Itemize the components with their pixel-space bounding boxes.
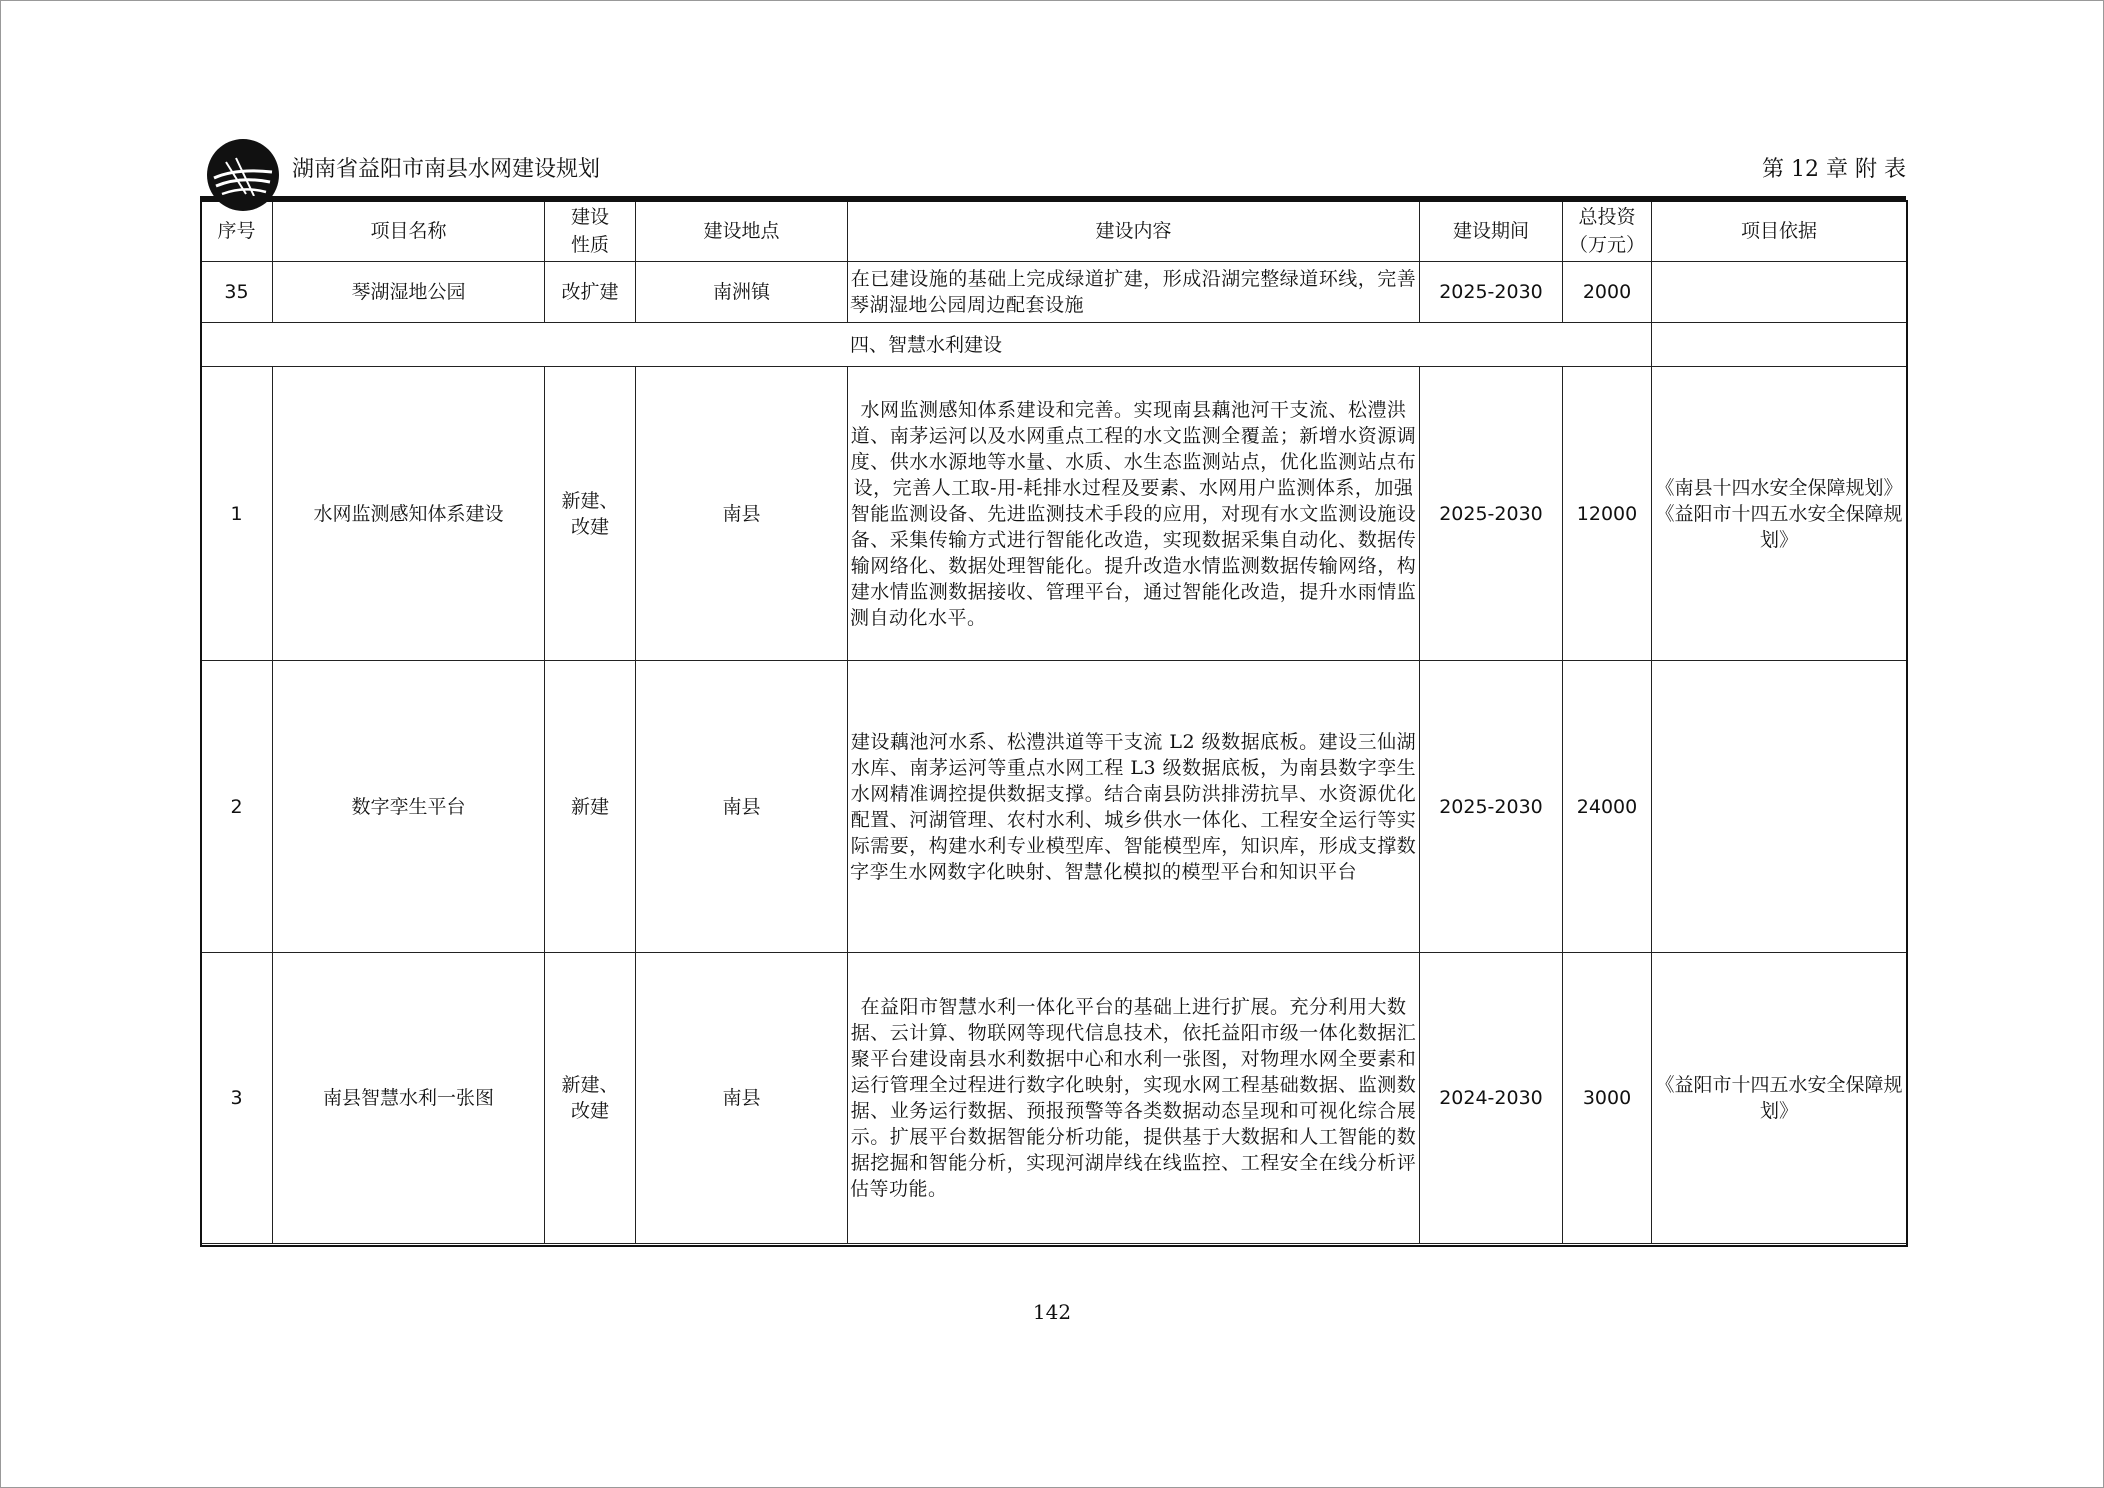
col-header-investment: 总投资 （万元）	[1563, 201, 1652, 262]
cell-name: 水网监测感知体系建设	[273, 367, 545, 661]
cell-period: 2025-2030	[1420, 367, 1563, 661]
cell-name: 数字孪生平台	[273, 661, 545, 953]
cell-nature: 改扩建	[545, 262, 636, 323]
cell-name: 琴湖湿地公园	[273, 262, 545, 323]
cell-basis: 《南县十四水安全保障规划》《益阳市十四五水安全保障规划》	[1652, 367, 1907, 661]
cell-no: 2	[201, 661, 273, 953]
cell-location: 南洲镇	[636, 262, 848, 323]
cell-location: 南县	[636, 953, 848, 1244]
cell-no: 35	[201, 262, 273, 323]
cell-basis	[1652, 262, 1907, 323]
col-header-content: 建设内容	[848, 201, 1420, 262]
cell-name: 南县智慧水利一张图	[273, 953, 545, 1244]
page-number: 142	[1032, 1300, 1072, 1324]
col-header-nature: 建设 性质	[545, 201, 636, 262]
col-header-no: 序号	[201, 201, 273, 262]
cell-basis	[1652, 661, 1907, 953]
cell-no: 3	[201, 953, 273, 1244]
cell-no: 1	[201, 367, 273, 661]
cell-content: 在已建设施的基础上完成绿道扩建，形成沿湖完整绿道环线，完善琴湖湿地公园周边配套设施	[848, 262, 1420, 323]
section-title: 四、智慧水利建设	[201, 323, 1652, 367]
cell-nature: 新建、 改建	[545, 953, 636, 1244]
col-header-name: 项目名称	[273, 201, 545, 262]
table-row	[201, 661, 1907, 953]
table-row	[201, 262, 1907, 323]
col-header-period: 建设期间	[1420, 201, 1563, 262]
table-row	[201, 953, 1907, 1244]
col-header-location: 建设地点	[636, 201, 848, 262]
cell-content: 在益阳市智慧水利一体化平台的基础上进行扩展。充分利用大数据、云计算、物联网等现代信息技术，依托益阳市级一体化数据汇聚平台建设南县水利数据中心和水利一张图，对物理水网全要素和运行管理全过程进行数字化映射，实现水网工程基础数据、监测数据、业务运行数据、预报预警等各类数据动态呈现和可视化综合展示。扩展平台数据智能分析功能，提供基于大数据和人工智能的数据挖掘和智能分析，实现河湖岸线在线监控、工程安全在线分析评估等功能。	[848, 953, 1420, 1244]
cell-content: 水网监测感知体系建设和完善。实现南县藕池河干支流、松澧洪道、南茅运河以及水网重点工程的水文监测全覆盖；新增水资源调度、供水水源地等水量、水质、水生态监测站点，优化监测站点布设，完善人工取-用-耗排水过程及要素、水网用户监测体系，加强智能监测设备、先进监测技术手段的应用，对现有水文监测设施设备、采集传输方式进行智能化改造，实现数据采集自动化、数据传输网络化、数据处理智能化。提升改造水情监测数据传输网络，构建水情监测数据接收、管理平台，通过智能化改造，提升水雨情监测自动化水平。	[848, 367, 1420, 661]
chapter-label: 第 12 章 附 表	[1762, 157, 1906, 182]
cell-location: 南县	[636, 661, 848, 953]
cell-nature: 新建	[545, 661, 636, 953]
cell-period: 2025-2030	[1420, 661, 1563, 953]
appendix-table	[200, 200, 1907, 1244]
col-header-basis: 项目依据	[1652, 201, 1907, 262]
cell-investment: 24000	[1563, 661, 1652, 953]
cell-period: 2024-2030	[1420, 953, 1563, 1244]
table-header-row	[201, 201, 1907, 262]
cell-investment: 2000	[1563, 262, 1652, 323]
cell-basis	[1652, 323, 1907, 367]
section-row	[201, 323, 1907, 367]
cell-period: 2025-2030	[1420, 262, 1563, 323]
cell-investment: 12000	[1563, 367, 1652, 661]
cell-basis: 《益阳市十四五水安全保障规划》	[1652, 953, 1907, 1244]
page-header	[200, 138, 1906, 198]
cell-location: 南县	[636, 367, 848, 661]
cell-content: 建设藕池河水系、松澧洪道等干支流 L2 级数据底板。建设三仙湖水库、南茅运河等重点水网工程 L3 级数据底板，为南县数字孪生水网精准调控提供数据支撑。结合南县防洪排涝抗旱、水资源优化配置、河湖管理、农村水利、城乡供水一体化、工程安全运行等实际需要，构建水利专业模型库、智能模型库，知识库，形成支撑数字孪生水网数字化映射、智慧化模拟的模型平台和知识平台	[848, 661, 1420, 953]
table-row	[201, 367, 1907, 661]
cell-nature: 新建、 改建	[545, 367, 636, 661]
document-title: 湖南省益阳市南县水网建设规划	[292, 157, 601, 182]
cell-investment: 3000	[1563, 953, 1652, 1244]
